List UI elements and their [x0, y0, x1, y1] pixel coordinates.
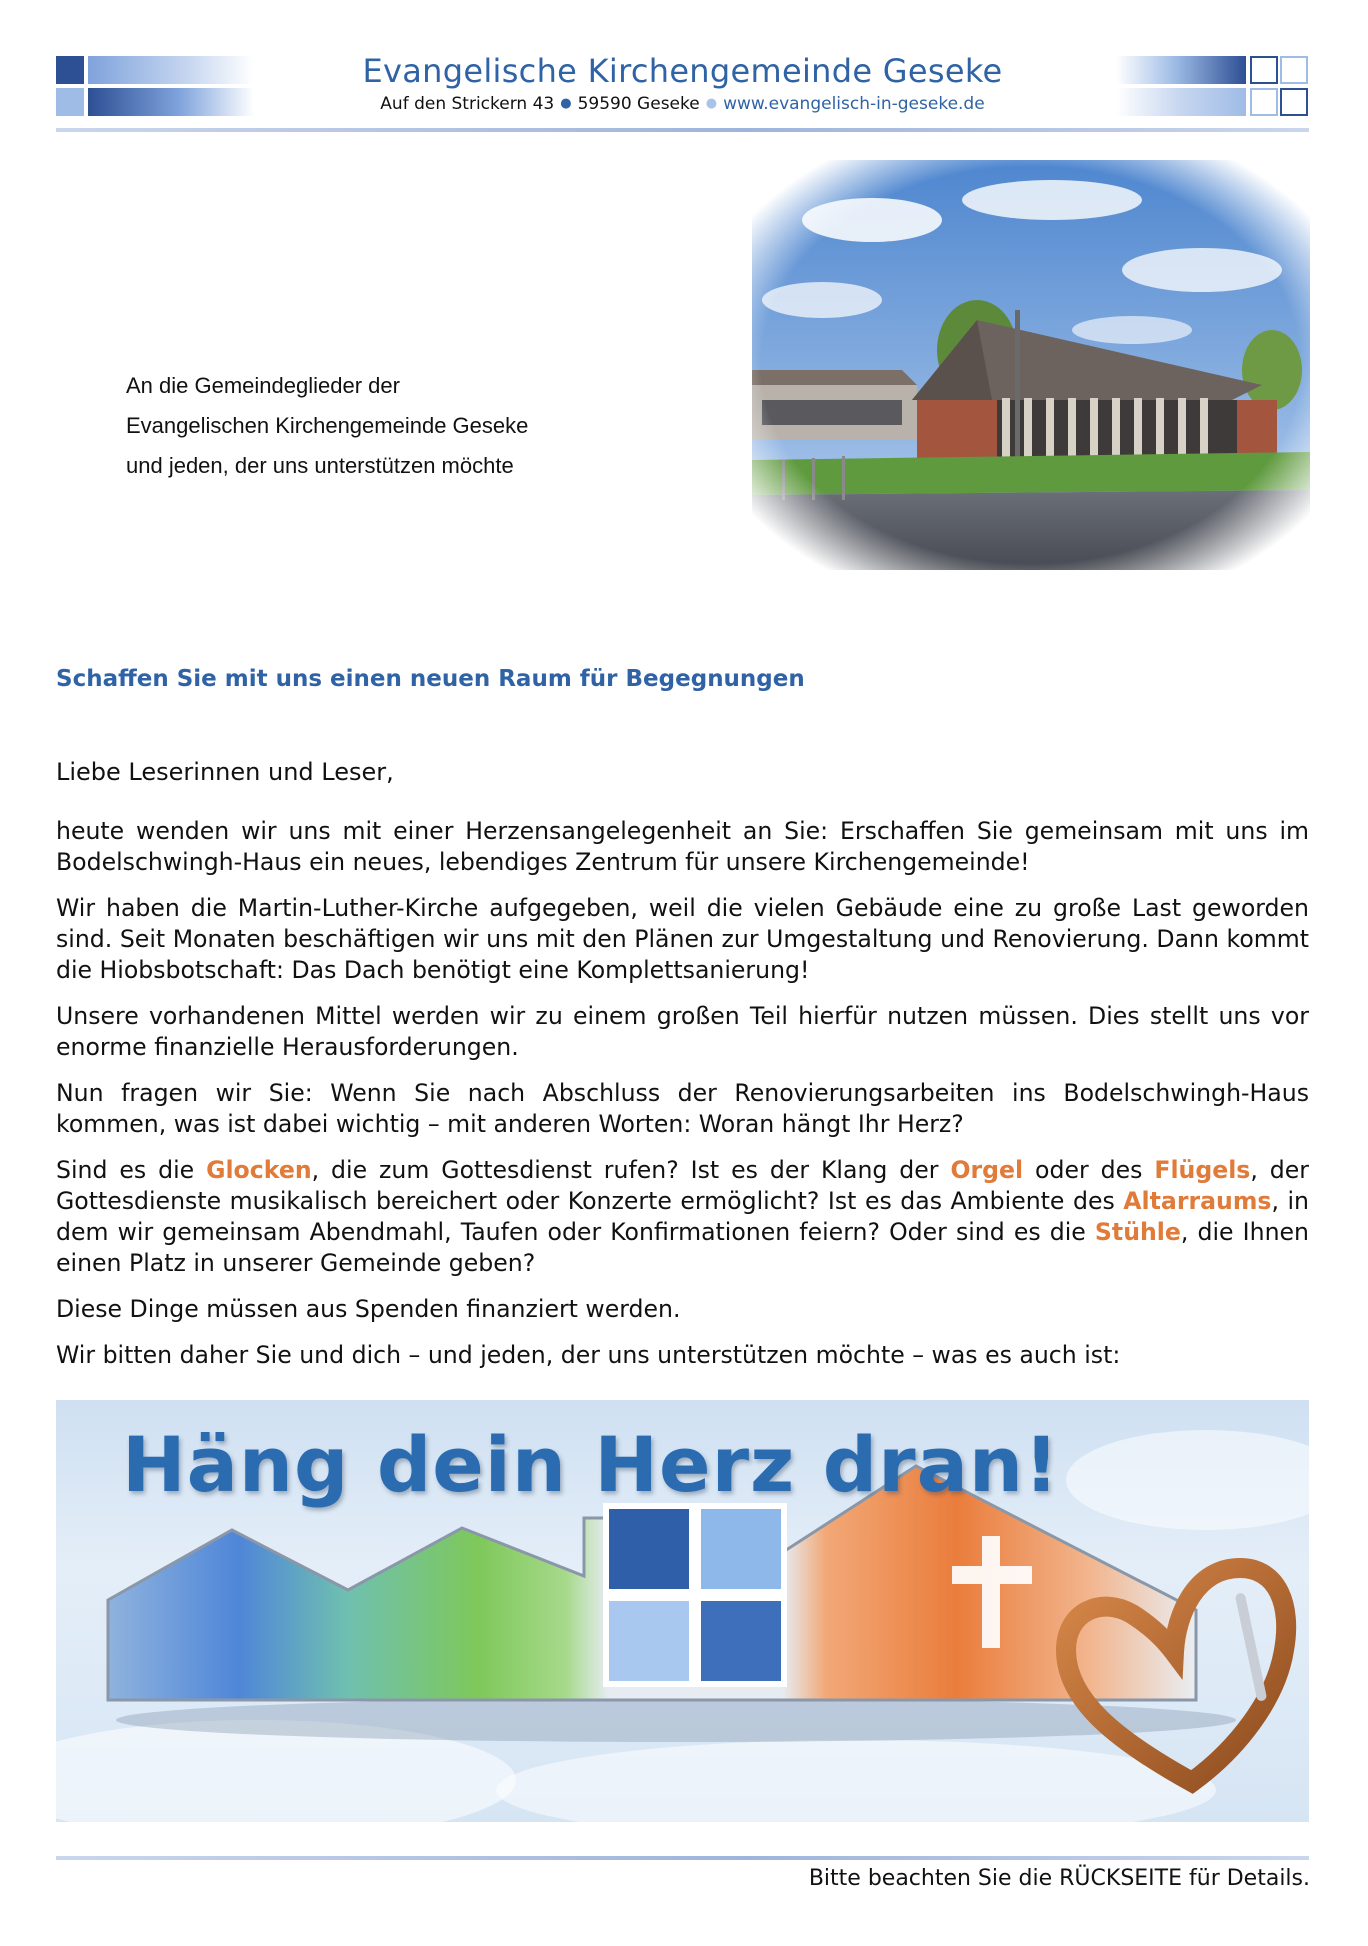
highlight-orgel: Orgel [950, 1156, 1024, 1184]
text-run: Sind es die [56, 1156, 207, 1184]
church-building-photo [752, 160, 1310, 570]
letter-headline: Schaffen Sie mit uns einen neuen Raum für Begegnungen [56, 666, 805, 692]
footer-note: Bitte beachten Sie die RÜCKSEITE für Details. [808, 1866, 1310, 1891]
campaign-banner [56, 1400, 1309, 1822]
text-run: , der Gottesdienste musikalisch bereichert oder Konzerte ermöglicht? Ist es das Ambiente des [56, 1156, 1309, 1215]
address-city: 59590 Geseke [577, 94, 700, 114]
header-divider [56, 128, 1309, 132]
recipient-line: An die Gemeindeglieder der [126, 373, 400, 398]
text-run: oder des [1023, 1156, 1155, 1184]
footer-divider [56, 1856, 1309, 1860]
recipient-line: und jeden, der uns unterstützen möchte [126, 453, 514, 478]
paragraph: Unsere vorhandenen Mittel werden wir zu einem großen Teil hierfür nutzen müssen. Dies stellt uns vor enorme finanzielle Herausforderungen. [56, 1002, 1309, 1061]
banner-title: Häng dein Herz dran! [122, 1420, 1060, 1509]
letterhead [56, 52, 1309, 132]
paragraph: Diese Dinge müssen aus Spenden finanziert werden. [56, 1295, 681, 1323]
bullet-icon: ● [560, 96, 572, 111]
recipient-line: Evangelischen Kirchengemeinde Geseke [126, 413, 529, 438]
highlight-altarraums: Altarraums [1123, 1187, 1272, 1215]
paragraph: Wir bitten daher Sie und dich – und jeden, der uns unterstützen möchte – was es auch ist: [56, 1341, 1121, 1369]
letterhead-title: Evangelische Kirchengemeinde Geseke [362, 52, 1003, 90]
text-run: , die Ihnen einen Platz in unserer Gemeinde geben? [56, 1218, 1309, 1277]
website-link[interactable]: www.evangelisch-in-geseke.de [723, 94, 985, 114]
paragraph: Wir haben die Martin-Luther-Kirche aufgegeben, weil die vielen Gebäude eine zu große Last geworden sind. Seit Monaten beschäftigen wir uns mit den Plänen zur Umgestaltung und Renovierung. Dann kommt die Hiobsbotschaft: Das Dach benötigt eine Komplettsanierung! [56, 894, 1309, 984]
address-street: Auf den Strickern 43 [380, 94, 555, 114]
highlight-stuehle: Stühle [1094, 1218, 1181, 1246]
letter-body [56, 816, 1309, 1386]
highlight-fluegels: Flügels [1154, 1156, 1251, 1184]
salutation: Liebe Leserinnen und Leser, [56, 758, 394, 786]
text-run: , in dem wir gemeinsam Abendmahl, Taufen oder Konfirmationen feiern? Oder sind es die [56, 1187, 1309, 1246]
window-square [606, 1506, 692, 1592]
bullet-icon: ● [705, 96, 718, 111]
text-run: , die zum Gottesdienst rufen? Ist es der Klang der [311, 1156, 951, 1184]
paragraph-highlights [56, 1155, 1309, 1279]
paragraph: heute wenden wir uns mit einer Herzensangelegenheit an Sie: Erschaffen Sie gemeinsam mit uns im Bodelschwingh-Haus ein neues, lebendiges Zentrum für unsere Kirchengemeinde! [56, 817, 1309, 876]
recipient-block [126, 366, 528, 486]
paragraph: Nun fragen wir Sie: Wenn Sie nach Abschluss der Renovierungsarbeiten ins Bodelschwingh-Haus kommen, was ist dabei wichtig – mit anderen Worten: Woran hängt Ihr Herz? [56, 1079, 1309, 1138]
highlight-glocken: Glocken [206, 1156, 312, 1184]
